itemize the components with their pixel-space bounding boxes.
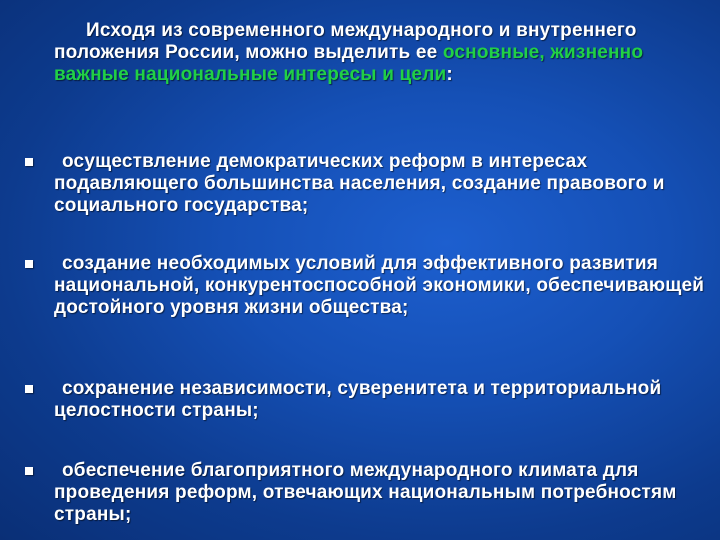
intro-highlight-text: основные, жизненно важные национальные интересы и цели — [54, 42, 644, 85]
intro-colon: : — [446, 64, 453, 85]
bullet-item — [22, 460, 717, 526]
bullet-text: сохранение независимости, суверенитета и территориальной целостности страны; — [54, 378, 662, 421]
intro-text: Исходя из современного международного и внутреннего положения России, можно выделить ее — [54, 20, 637, 63]
square-bullet-icon — [25, 467, 33, 475]
bullet-text: создание необходимых условий для эффективного развития национальной, конкурентоспособной экономики, обеспечивающей достойного уровня жизни общества; — [54, 253, 705, 318]
bullet-text: обеспечение благоприятного международного климата для проведения реформ, отвечающих национальным потребностям страны; — [54, 460, 677, 525]
intro-paragraph — [54, 20, 709, 86]
bullet-text: осуществление демократических реформ в интересах подавляющего большинства населения, создание правового и социального государства; — [54, 151, 665, 216]
bullet-item — [22, 378, 717, 422]
bullet-item — [22, 151, 717, 217]
square-bullet-icon — [25, 158, 33, 166]
bullet-item — [22, 253, 717, 319]
square-bullet-icon — [25, 260, 33, 268]
square-bullet-icon — [25, 385, 33, 393]
